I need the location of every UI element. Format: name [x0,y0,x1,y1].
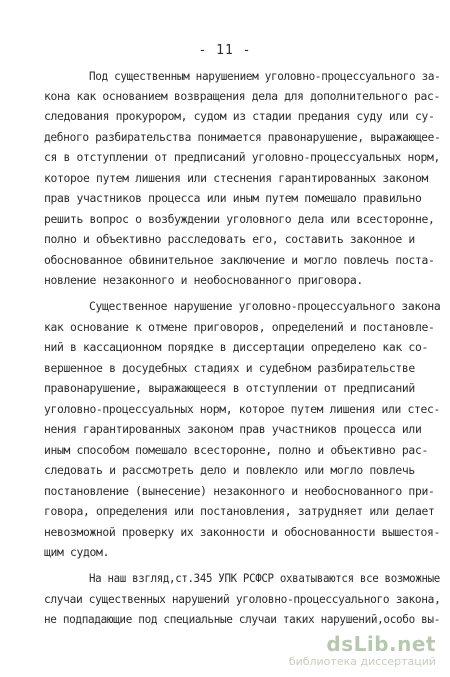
text-line: полно и объективно расследовать его, составить законное и [44,232,415,246]
text-line: обоснованное обвинительное заключение и могло повлечь поста- [44,253,435,267]
text-line: невозможной проверку их законности и обоснованности вышестоя- [44,525,440,539]
text-line: щим судом. [44,545,110,559]
text-line: постановление (вынесение) незаконного и необоснованного при- [44,484,435,498]
text-line: Под существенным нарушением уголовно-процессуального за- [89,69,441,83]
text-line: ний в кассационном порядке в диссертации определено как со- [44,340,428,354]
text-line: следовать и рассмотреть дело и повлекло или могло повлечь [44,463,415,477]
watermark [289,633,436,669]
text-line: не подпадающие под специальные случаи таких нарушений,особо вы- [44,612,441,626]
text-line: ся в отступлении от предписаний уголовно-процессуальных норм, [44,150,440,164]
text-line: новление незаконного и необоснованного приговора. [44,273,363,287]
text-line: прав участников процесса или иным путем помешало правильно [44,191,422,205]
text-line: случаи существенных нарушений уголовно-процессуального закона, [44,592,441,606]
text-line: решить вопрос о возбуждении уголовного дела или всесторонне, [44,212,435,226]
text-line: кона как основанием возвращения дела для дополнительного рас- [44,89,440,103]
page-number: - 11 - [198,43,252,58]
text-line: которое путем лишения или стеснения гарантированных законом [44,171,428,185]
text-line: иным способом помешало всесторонне, полно и объективно рас- [44,443,428,457]
text-line: говора, определения или постановления, затрудняет или делает [44,504,435,518]
text-line: нения гарантированных законом прав участников процесса или [44,422,422,436]
text-line: дебного разбирательства понимается правонарушение, выражающее- [44,130,441,144]
text-line: следования прокурором, судом из стадии предания суду или су- [44,109,435,123]
text-line: уголовно-процессуальных норм, которое путем лишения или стес- [44,402,440,416]
text-line: правонарушение, выражающееся в отступлении от предписаний [44,381,415,395]
text-line: На наш взгляд,ст.345 УПК РСФСР охватываются все возможные [89,571,440,585]
text-line: вершенное в досудебных стадиях и судебном разбирательстве [44,361,415,375]
text-line: как основание к отмене приговоров, определений и постановле- [44,320,435,334]
text-line: Существенное нарушение уголовно-процессуального закона [89,299,441,313]
watermark-logo: dsLib.net [326,632,436,656]
watermark-subtitle: библиотека диссертаций [288,655,436,668]
